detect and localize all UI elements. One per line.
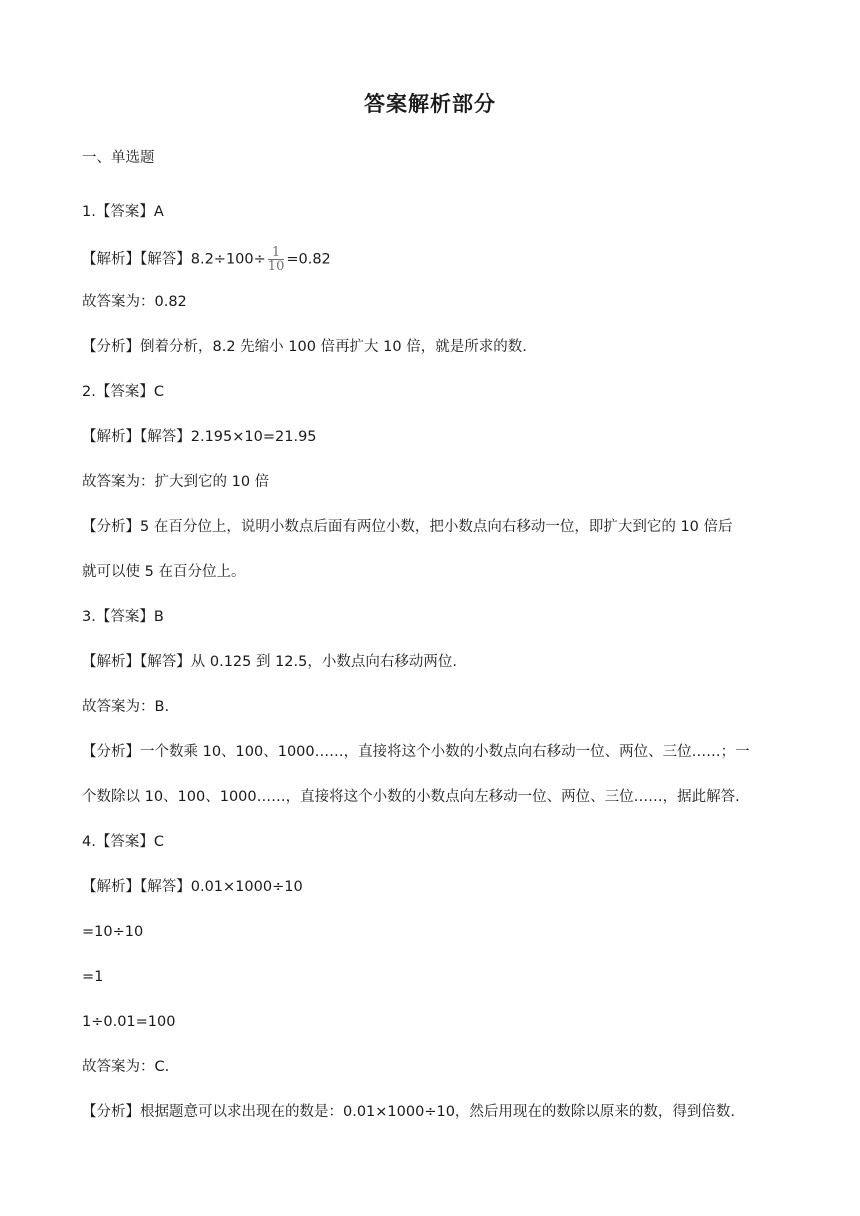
q4-solution: 【解析】【解答】0.01×1000÷10 <box>82 879 303 895</box>
q1-solution <box>82 246 782 273</box>
q2-answer: 2.【答案】C <box>82 384 164 400</box>
fraction <box>268 246 285 273</box>
q3-answer: 3.【答案】B <box>82 609 164 625</box>
q4-answer: 4.【答案】C <box>82 834 164 850</box>
q1-solution-prefix: 【解析】【解答】8.2÷100÷ <box>82 251 266 268</box>
q3-analysis-line2: 个数除以 10、100、1000……，直接将这个小数的小数点向左移动一位、两位、三位……，据此解答. <box>82 789 740 805</box>
q4-step1: =10÷10 <box>82 924 144 940</box>
q1-conclusion: 故答案为：0.82 <box>82 294 187 310</box>
fraction-denominator: 10 <box>267 259 285 274</box>
q2-analysis-line2: 就可以使 5 在百分位上。 <box>82 564 246 580</box>
q3-solution: 【解析】【解答】从 0.125 到 12.5，小数点向右移动两位. <box>82 654 457 670</box>
q2-analysis-line1: 【分析】5 在百分位上，说明小数点后面有两位小数，把小数点向右移动一位，即扩大到它的 10 倍后 <box>82 519 733 535</box>
q4-conclusion: 故答案为：C. <box>82 1059 170 1075</box>
q3-analysis-line1: 【分析】一个数乘 10、100、1000……，直接将这个小数的小数点向右移动一位、两位、三位……；一 <box>82 744 750 760</box>
q1-answer: 1.【答案】A <box>82 204 164 220</box>
q1-analysis: 【分析】倒着分析，8.2 先缩小 100 倍再扩大 10 倍，就是所求的数. <box>82 339 527 355</box>
section-heading: 一、单选题 <box>82 150 155 166</box>
q1-solution-result: =0.82 <box>286 251 331 268</box>
q4-analysis: 【分析】根据题意可以求出现在的数是：0.01×1000÷10，然后用现在的数除以原来的数，得到倍数. <box>82 1104 736 1120</box>
q2-conclusion: 故答案为：扩大到它的 10 倍 <box>82 474 270 490</box>
q3-conclusion: 故答案为：B. <box>82 699 170 715</box>
q4-step2: =1 <box>82 969 104 985</box>
q2-solution: 【解析】【解答】2.195×10=21.95 <box>82 429 317 445</box>
page-title: 答案解析部分 <box>364 92 496 116</box>
q4-step3: 1÷0.01=100 <box>82 1014 176 1030</box>
fraction-numerator: 1 <box>268 246 285 260</box>
